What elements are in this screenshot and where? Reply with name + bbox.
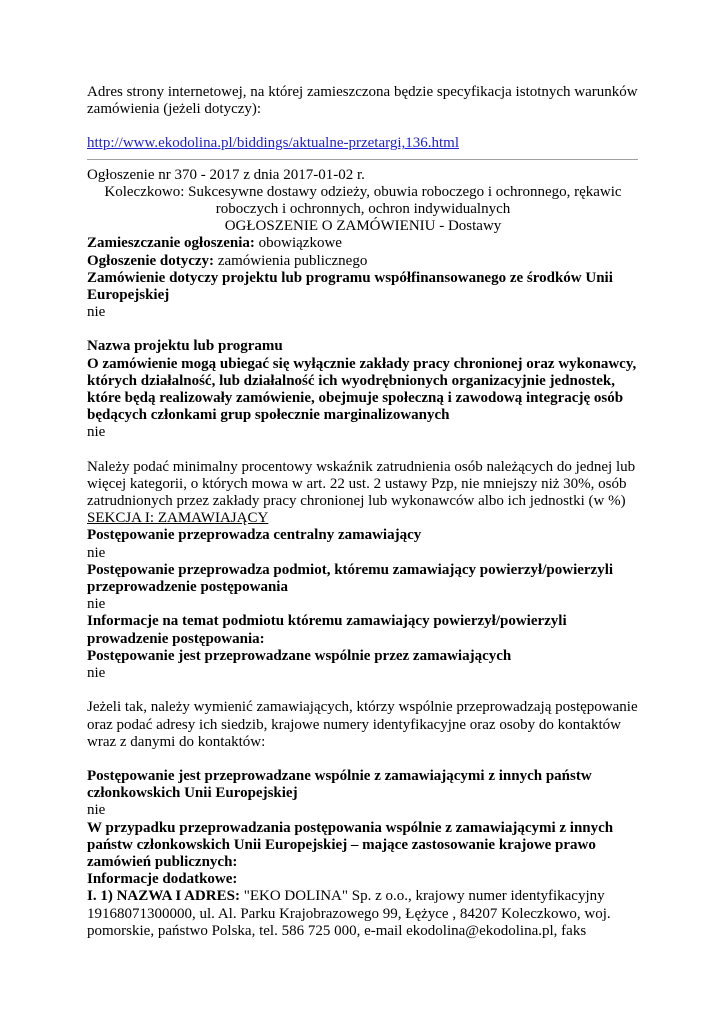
joint-label: Postępowanie jest przeprowadzane wspólnie przez zamawiających — [87, 647, 512, 664]
concerns-label: Ogłoszenie dotyczy: — [87, 252, 215, 269]
additional-info-label: Informacje dodatkowe: — [87, 871, 238, 888]
name-address-row — [87, 888, 639, 940]
announcement-type: OGŁOSZENIE O ZAMÓWIENIU - Dostawy — [224, 218, 502, 235]
central-label: Postępowanie przeprowadza centralny zamawiający — [87, 527, 422, 544]
name-address-label: I. 1) NAZWA I ADRES: — [87, 888, 240, 905]
entrusted-label: Postępowanie przeprowadza podmiot, któremu zamawiający powierzył/powierzyli przeprowadzenie postępowania — [87, 561, 614, 596]
entrusted-value: nie — [87, 596, 106, 613]
posting-label: Zamieszczanie ogłoszenia: — [87, 235, 255, 252]
announcement-number: Ogłoszenie nr 370 - 2017 z dnia 2017-01-02 r. — [87, 166, 365, 183]
eu-funding-value: nie — [87, 304, 106, 321]
posting-row — [87, 235, 639, 252]
divider — [87, 159, 638, 160]
joint-value: nie — [87, 665, 106, 682]
name-address-value: "EKO DOLINA" Sp. z o.o., krajowy numer identyfikacyjny 19168071300000, ul. Al. Parku Krajobrazowego 99, Łężyce , 84207 Koleczkowo, woj. pomorskie, państwo Polska, tel. 586 725 000, e-mail ekodolina@ekodolina.pl, faks — [87, 888, 611, 939]
eu-funding-label: Zamówienie dotyczy projektu lub programu współfinansowanego ze środków Unii Europejskiej — [87, 269, 613, 304]
sheltered-value: nie — [87, 424, 106, 441]
address-label: Adres strony internetowej, na której zamieszczona będzie specyfikacja istotnych warunków zamówienia (jeżeli dotyczy): — [87, 84, 638, 118]
central-value: nie — [87, 544, 106, 561]
entity-info-label: Informacje na temat podmiotu któremu zamawiający powierzył/powierzyli prowadzenie postępowania: — [87, 613, 567, 647]
specification-link[interactable]: http://www.ekodolina.pl/biddings/aktualne-przetargi,136.html — [87, 135, 460, 152]
posting-value: obowiązkowe — [254, 235, 342, 252]
document-content — [87, 84, 639, 940]
concerns-row — [87, 253, 639, 270]
joint-text: Jeżeli tak, należy wymienić zamawiających, którzy wspólnie przeprowadzają postępowanie oraz podać adresy ich siedzib, krajowe numery identyfikacyjne oraz osoby do kontaktów wraz z danymi do kontaktów: — [87, 699, 638, 750]
eu-joint-label: Postępowanie jest przeprowadzane wspólnie z zamawiającymi z innych państw członkowskich Unii Europejskiej — [87, 767, 592, 802]
eu-joint-value: nie — [87, 802, 106, 819]
eu-law-label: W przypadku przeprowadzania postępowania wspólnie z zamawiającymi z innych państw członkowskich Unii Europejskiej – mające zastosowanie krajowe prawo zamówień publicznych: — [87, 819, 614, 870]
project-name-label: Nazwa projektu lub programu — [87, 338, 283, 355]
percentage-text: Należy podać minimalny procentowy wskaźnik zatrudnienia osób należących do jednej lub więcej kategorii, o których mowa w art. 22 ust. 2 ustawy Pzp, nie mniejszy niż 30%, osób zatrudnionych przez zakłady pracy chronionej lub wykonawców albo ich jednostki (w %) — [87, 458, 636, 510]
announcement-subject: Koleczkowo: Sukcesywne dostawy odzieży, obuwia roboczego i ochronnego, rękawic roboczych i ochronnych, ochron indywidualnych — [104, 183, 622, 218]
concerns-value: zamówienia publicznego — [214, 252, 368, 269]
section-heading: SEKCJA I: ZAMAWIAJĄCY — [87, 510, 269, 527]
sheltered-label: O zamówienie mogą ubiegać się wyłącznie zakłady pracy chronionej oraz wykonawcy, których działalność, lub działalność ich wyodrębnionych organizacyjnie jednostek, które będą realizowały zamówienie, obejmuje społeczną i zawodową integrację osób będących członkami grup społecznie marginalizowanych — [87, 355, 637, 424]
